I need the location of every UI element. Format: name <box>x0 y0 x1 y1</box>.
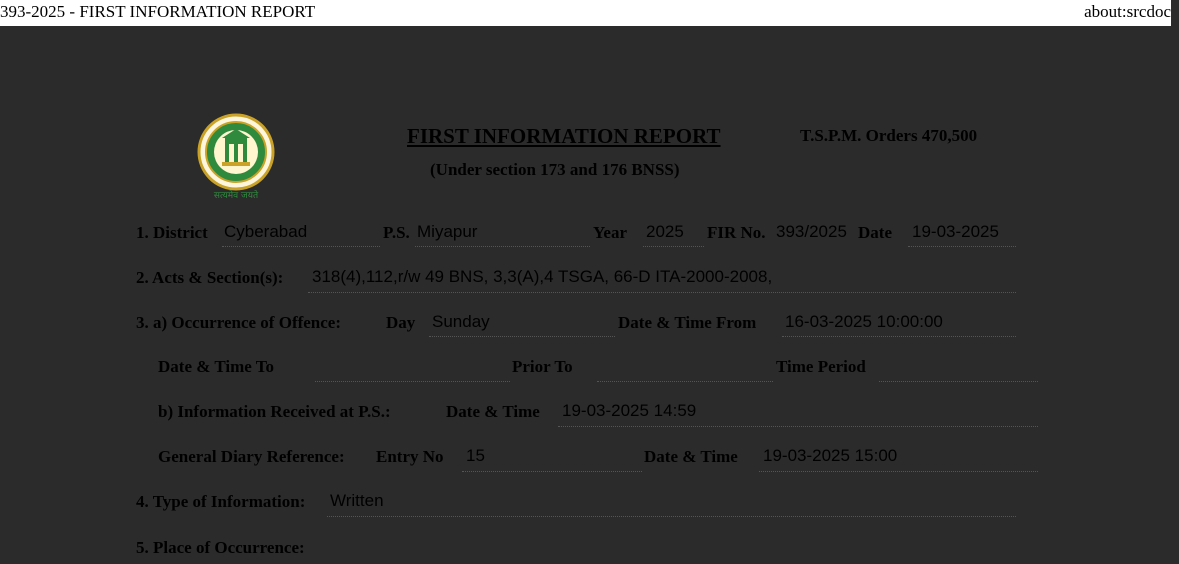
entry-no-value: 15 <box>466 446 485 465</box>
day-underline <box>429 336 615 337</box>
info-type-label: 4. Type of Information: <box>136 492 306 511</box>
info-received-label: b) Information Received at P.S.: <box>158 402 391 421</box>
ps-label: P.S. <box>383 223 410 242</box>
day-value: Sunday <box>432 312 490 331</box>
ps-value: Miyapur <box>417 222 478 241</box>
acts-underline <box>308 292 1016 293</box>
district-underline <box>222 246 380 247</box>
district-value: Cyberabad <box>224 222 308 241</box>
date-value: 19-03-2025 <box>912 222 999 241</box>
day-label: Day <box>386 313 416 332</box>
gd-datetime-underline <box>759 471 1038 472</box>
report-subtitle: (Under section 173 and 176 BNSS) <box>430 160 680 179</box>
place-label: 5. Place of Occurrence: <box>136 538 305 557</box>
print-header-title: 393-2025 - FIRST INFORMATION REPORT <box>0 2 316 21</box>
period-label: Time Period <box>776 357 866 376</box>
date-label: Date <box>858 223 892 242</box>
from-underline <box>782 336 1016 337</box>
info-datetime-underline <box>558 426 1038 427</box>
year-underline <box>643 246 704 247</box>
fir-value: 393/2025 <box>776 222 847 241</box>
gd-reference-label: General Diary Reference: <box>158 447 345 466</box>
report-title: FIRST INFORMATION REPORT <box>407 124 721 148</box>
entry-no-underline <box>462 471 642 472</box>
to-label: Date & Time To <box>158 357 275 376</box>
date-underline <box>908 246 1016 247</box>
gd-datetime-label: Date & Time <box>644 447 738 466</box>
ps-underline <box>415 246 590 247</box>
year-value: 2025 <box>646 222 684 241</box>
orders-reference: T.S.P.M. Orders 470,500 <box>800 126 978 145</box>
prior-label: Prior To <box>512 357 573 376</box>
to-underline <box>315 381 510 382</box>
print-header-url: about:srcdoc <box>1084 2 1171 21</box>
info-type-underline <box>327 516 1016 517</box>
svg-text:सत्यमेव जयते: सत्यमेव जयते <box>213 191 259 201</box>
year-label: Year <box>593 223 627 242</box>
telangana-emblem-icon <box>196 112 276 202</box>
print-header <box>0 0 1171 26</box>
entry-no-label: Entry No <box>376 447 444 466</box>
acts-value: 318(4),112,r/w 49 BNS, 3,3(A),4 TSGA, 66-D ITA-2000-2008, <box>312 267 773 286</box>
district-label: 1. District <box>136 223 208 242</box>
gd-datetime-value: 19-03-2025 15:00 <box>763 446 898 465</box>
period-underline <box>879 381 1038 382</box>
acts-label: 2. Acts & Section(s): <box>136 268 284 287</box>
occurrence-label: 3. a) Occurrence of Offence: <box>136 313 342 332</box>
fir-label: FIR No. <box>707 223 766 242</box>
from-label: Date & Time From <box>618 313 757 332</box>
info-type-value: Written <box>330 491 384 510</box>
info-datetime-value: 19-03-2025 14:59 <box>562 401 697 420</box>
info-datetime-label: Date & Time <box>446 402 540 421</box>
from-value: 16-03-2025 10:00:00 <box>785 312 943 331</box>
prior-underline <box>597 381 773 382</box>
